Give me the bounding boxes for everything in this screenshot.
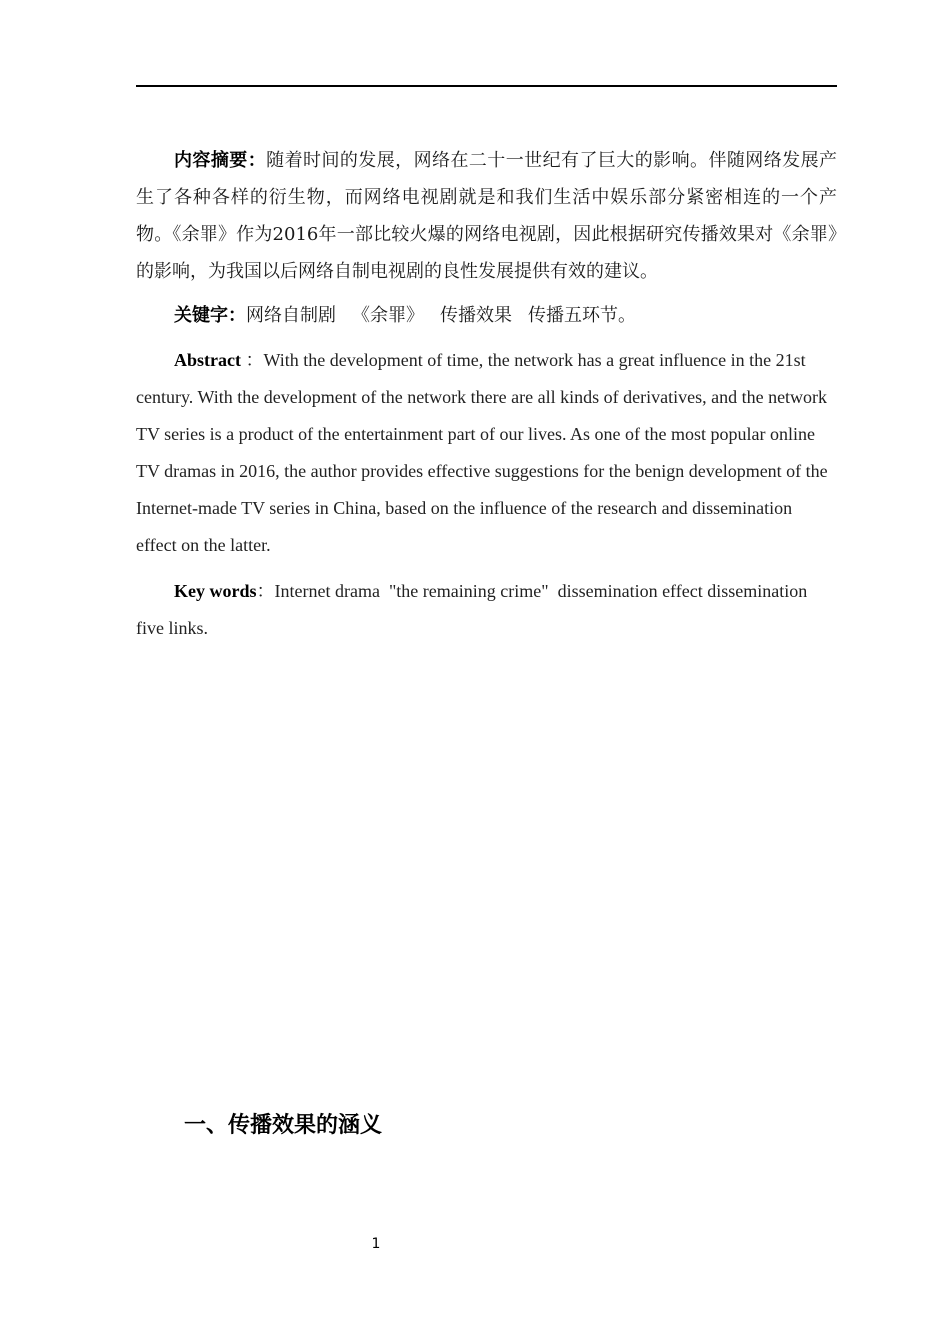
keywords-cn-separator: ： [228, 305, 246, 326]
abstract-cn-text: 随着时间的发展，网络在二十一世纪有了巨大的影响。伴随网络发展产生了各种各样的衍生物，而网络电视剧就是和我们生活中娱乐部分紧密相连的一个产物。《余罪》作为2016年一部比较火爆的网络电视剧，因此根据研究传播效果对《余罪》的影响，为我国以后网络自制电视剧的良性发展提供有效的建议。 [136, 150, 838, 282]
keywords-en-text: Internet drama "the remaining crime" dissemination effect dissemination five links. [136, 581, 812, 638]
document-body [136, 142, 837, 647]
keyword-cn-4: 传播五环节。 [528, 305, 636, 326]
keywords-en-paragraph [136, 573, 837, 647]
keyword-cn-3: 传播效果 [440, 305, 512, 326]
abstract-en-paragraph [136, 342, 837, 564]
keyword-cn-2: 《余罪》 [352, 305, 424, 326]
keywords-cn-paragraph [136, 297, 837, 334]
abstract-en-label: Abstract [174, 350, 241, 370]
abstract-cn-label: 内容摘要 [174, 150, 248, 171]
abstract-en-text: With the development of time, the network has a great influence in the 21st century. With the development of the network there are all kinds of derivatives, and the network TV series is a product of the entertainment part of our lives. As one of the most popular online TV dramas in 2016, the author provides effective suggestions for the benign development of the Internet-made TV series in China, based on the influence of the research and dissemination effect on the latter. [136, 350, 828, 555]
abstract-cn-paragraph [136, 142, 837, 290]
keywords-cn-label: 关键字 [174, 305, 228, 326]
abstract-cn-separator: ： [247, 150, 267, 171]
keywords-en-label: Key words [174, 581, 257, 601]
keywords-en-separator: ： [256, 581, 275, 601]
header-rule [136, 85, 837, 87]
keyword-cn-1: 网络自制剧 [246, 305, 336, 326]
page-number: 1 [371, 1236, 381, 1252]
abstract-en-separator: ： [240, 350, 264, 370]
section-heading: 一、传播效果的涵义 [184, 1113, 383, 1138]
